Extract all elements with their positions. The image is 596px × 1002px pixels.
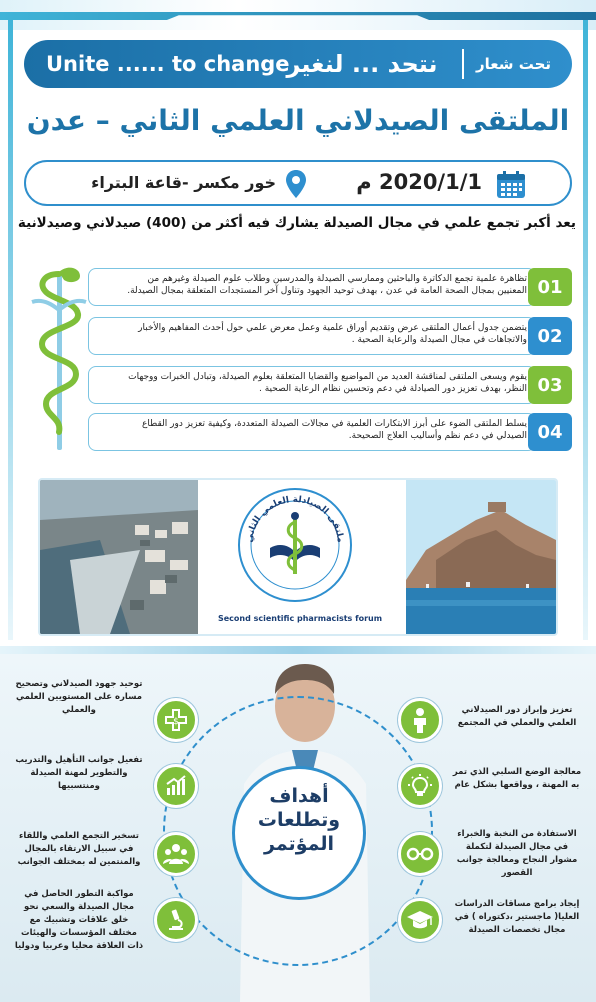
event-info-bar [24, 160, 572, 206]
aden-coast-photo [406, 480, 556, 634]
point-text: تظاهرة علمية تجمع الدكاترة والباحثين وممارسي الصيدلة والمدرسين وطلاب علوم الصيدلة وغيرهم من المعنيين بمجال الصحة العامة في عدن ، بهدف توحيد الجهود وتناول آخر المستجدات المتعلقة بمجال الصيدلة. [88, 268, 536, 306]
photo-strip [38, 478, 558, 636]
microscope-icon [154, 898, 198, 942]
point-item-4 [88, 413, 570, 451]
point-item-3 [88, 366, 570, 404]
point-text: يقوم ويسعى الملتقى لمناقشة العديد من المواضيع والقضايا المتعلقة بعلوم الصيدلة، وتبادل الخبرات ووجهات النظر، بهدف تعزيز دور الصيادلة في دعم وتحسين نظام الرعاية الصحية . [88, 366, 536, 404]
slogan-label: تحت شعار [476, 55, 552, 73]
aden-harbor-photo [40, 480, 198, 634]
frame-right [583, 20, 588, 640]
goal-right-2: معالجة الوضع السلبي الذي تمر به المهنة ، وواقعها بشكل عام [452, 767, 582, 790]
goals-title-line-3: المؤتمر [264, 833, 334, 855]
point-number: 01 [528, 268, 572, 306]
slogan-english: Unite ...... to change [46, 52, 290, 76]
section-divider [0, 646, 596, 654]
page-title: الملتقى الصيدلاني العلمي الثاني – عدن [26, 104, 570, 137]
point-item-1 [88, 268, 570, 306]
goal-right-1: تعزيز وإبراز دور الصيدلاني العلمي والعملي في المجتمع [457, 705, 577, 728]
slogan-separator [462, 49, 464, 79]
location-pin-icon [284, 169, 308, 199]
goal-right-3: الاستفادة من النخبة والخبراء في مجال الصيدلة لتكملة مشوار النجاح ومعالجة جوانب القصور [456, 829, 578, 878]
goal-right-4: إيجاد برامج مساقات الدراسات العليا( ماجستير ،دكتوراه ) في مجال تخصصات الصيدلة [454, 899, 580, 935]
slogan-arabic: نتحد ... لنغير [286, 50, 438, 78]
point-number: 04 [528, 413, 572, 451]
goal-left-4: مواكبة التطور الحاصل في مجال الصيدلة والسعي نحو خلق علاقات وتشبيك مع مختلف المؤسسات والهيئات ذات العلاقة محليا وعربيا ودوليا [14, 889, 144, 951]
point-text: يتضمن جدول أعمال الملتقى عرض وتقديم أوراق علمية وعمل معرض علمي حول أحدث المفاهيم والأخبار والاتجاهات في مجال الصيدلة والرعاية الصحية . [88, 317, 536, 355]
goal-left-3: تسخير التجمع العلمي واللقاء في سبيل الارتقاء بالمجال والمنتمين له بمختلف الجوانب [17, 831, 141, 867]
event-description: يعد أكبر تجمع علمي في مجال الصيدلة يشارك فيه أكثر من (400) صيدلاني وصيدلانية [17, 215, 576, 231]
goal-left-2: تفعيل جوانب التأهيل والتدريب والتطوير لمهنة الصيدلة ومنتسبيها [15, 755, 143, 791]
point-item-2 [88, 317, 570, 355]
event-location: خور مكسر -قاعة البتراء [91, 173, 276, 192]
forum-name: Second scientific pharmacists forum [217, 614, 383, 623]
goal-left-1: توحيد جهود الصيدلاني وتصحيح مساره على المستويين العلمي والعملي [15, 679, 143, 715]
group-icon [154, 832, 198, 876]
point-number: 02 [528, 317, 572, 355]
point-text: يسلط الملتقى الضوء على أبرز الابتكارات العلمية في مجالات الصيدلة المتعددة، وكيفية تعزيز دور القطاع الصيدلي في دعم نظم وأساليب العلاج الصحيحة. [88, 413, 536, 451]
goals-section [0, 654, 596, 1002]
lightbulb-icon [398, 764, 442, 808]
medical-cross-icon [154, 698, 198, 742]
event-date: 2020/1/1 م [356, 170, 482, 194]
svg-text:ملتقى الصيادلة العلمي الثاني: ملتقى الصيادلة العلمي الثاني [244, 494, 345, 544]
frame-left [8, 20, 13, 640]
slogan-bar [24, 40, 572, 88]
person-icon [398, 698, 442, 742]
calendar-icon [496, 171, 526, 199]
logo-arc-text [236, 486, 354, 604]
goals-title-line-2: وتطلعات [257, 809, 341, 831]
graduation-cap-icon [398, 898, 442, 942]
growth-chart-icon [154, 764, 198, 808]
goals-title-line-1: أهداف [269, 785, 329, 807]
caduceus-icon [24, 262, 94, 452]
svg-text:$: $ [173, 717, 179, 727]
glasses-icon [398, 832, 442, 876]
point-number: 03 [528, 366, 572, 404]
goals-title [232, 784, 366, 856]
